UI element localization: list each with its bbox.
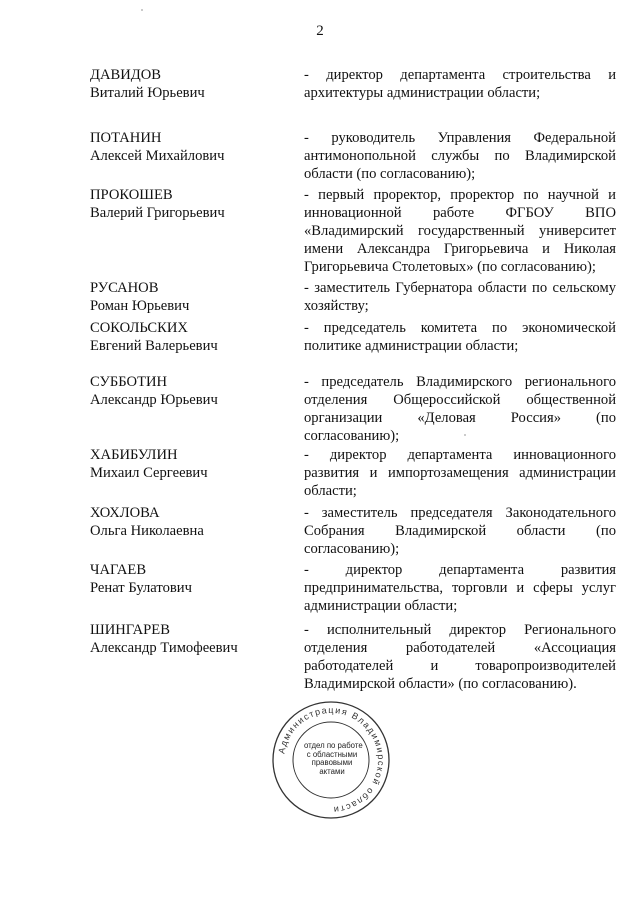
stamp-center-line: отдел по работе	[304, 741, 363, 750]
member-given-names: Валерий Григорьевич	[90, 205, 225, 221]
page-number: 2	[316, 23, 324, 39]
member-role: - директор департамента развития предпринимательства, торговли и сферы услуг администрации области;	[304, 562, 616, 614]
member-surname: СУББОТИН	[90, 374, 168, 390]
member-name	[90, 186, 295, 222]
member-surname: ПОТАНИН	[90, 130, 162, 146]
member-name	[90, 373, 295, 409]
member-role: - руководитель Управления Федеральной антимонопольной службы по Владимирской области (по согласованию);	[304, 130, 616, 182]
member-given-names: Александр Юрьевич	[90, 392, 218, 408]
member-given-names: Михаил Сергеевич	[90, 465, 208, 481]
member-name	[90, 66, 295, 102]
member-surname: РУСАНОВ	[90, 280, 159, 296]
stamp-center-line: с областными	[306, 749, 358, 759]
member-given-names: Александр Тимофеевич	[90, 640, 238, 656]
member-name	[90, 446, 295, 482]
member-name	[90, 561, 295, 597]
member-role: - исполнительный директор Регионального отделения работодателей «Ассоциация работодателей и товаропроизводителей Владимирской области» (по согласованию).	[304, 622, 616, 692]
member-given-names: Ренат Булатович	[90, 580, 192, 596]
scan-speck	[464, 434, 466, 436]
member-surname: ХАБИБУЛИН	[90, 447, 178, 463]
member-name	[90, 621, 295, 657]
member-surname: ПРОКОШЕВ	[90, 187, 173, 203]
member-surname: ШИНГАРЕВ	[90, 622, 170, 638]
member-given-names: Роман Юрьевич	[90, 298, 190, 314]
stamp-center-text	[304, 741, 363, 776]
member-given-names: Евгений Валерьевич	[90, 338, 218, 354]
member-role: - первый проректор, проректор по научной и инновационной работе ФГБОУ ВПО «Владимирский государственный университет имени Александра Григорьевича и Николая Григорьевича Столетовых» (по согласованию);	[304, 187, 616, 275]
member-role: - заместитель председателя Законодательного Собрания Владимирской области (по согласованию);	[304, 505, 616, 557]
member-given-names: Виталий Юрьевич	[90, 85, 205, 101]
member-role: - директор департамента строительства и архитектуры администрации области;	[304, 67, 616, 101]
member-given-names: Ольга Николаевна	[90, 523, 204, 539]
member-surname: ДАВИДОВ	[90, 67, 161, 83]
official-stamp	[271, 700, 391, 820]
member-name	[90, 279, 295, 315]
stamp-center-line: правовыми	[311, 758, 353, 768]
member-given-names: Алексей Михайлович	[90, 148, 225, 164]
member-role: - председатель комитета по экономической политике администрации области;	[304, 320, 616, 354]
scan-speck	[141, 9, 143, 11]
stamp-ring-text: Администрация Владимирской области	[276, 704, 387, 816]
stamp-center-line: актами	[319, 766, 345, 776]
member-name	[90, 504, 295, 540]
member-surname: СОКОЛЬСКИХ	[90, 320, 188, 336]
member-surname: ХОХЛОВА	[90, 505, 160, 521]
member-role: - заместитель Губернатора области по сельскому хозяйству;	[304, 280, 616, 314]
member-name	[90, 129, 295, 165]
member-role: - директор департамента инновационного развития и импортозамещения администрации области;	[304, 447, 616, 499]
member-name	[90, 319, 295, 355]
member-surname: ЧАГАЕВ	[90, 562, 147, 578]
member-role: - председатель Владимирского регионального отделения Общероссийской общественной организации «Деловая Россия» (по согласованию);	[304, 374, 616, 444]
